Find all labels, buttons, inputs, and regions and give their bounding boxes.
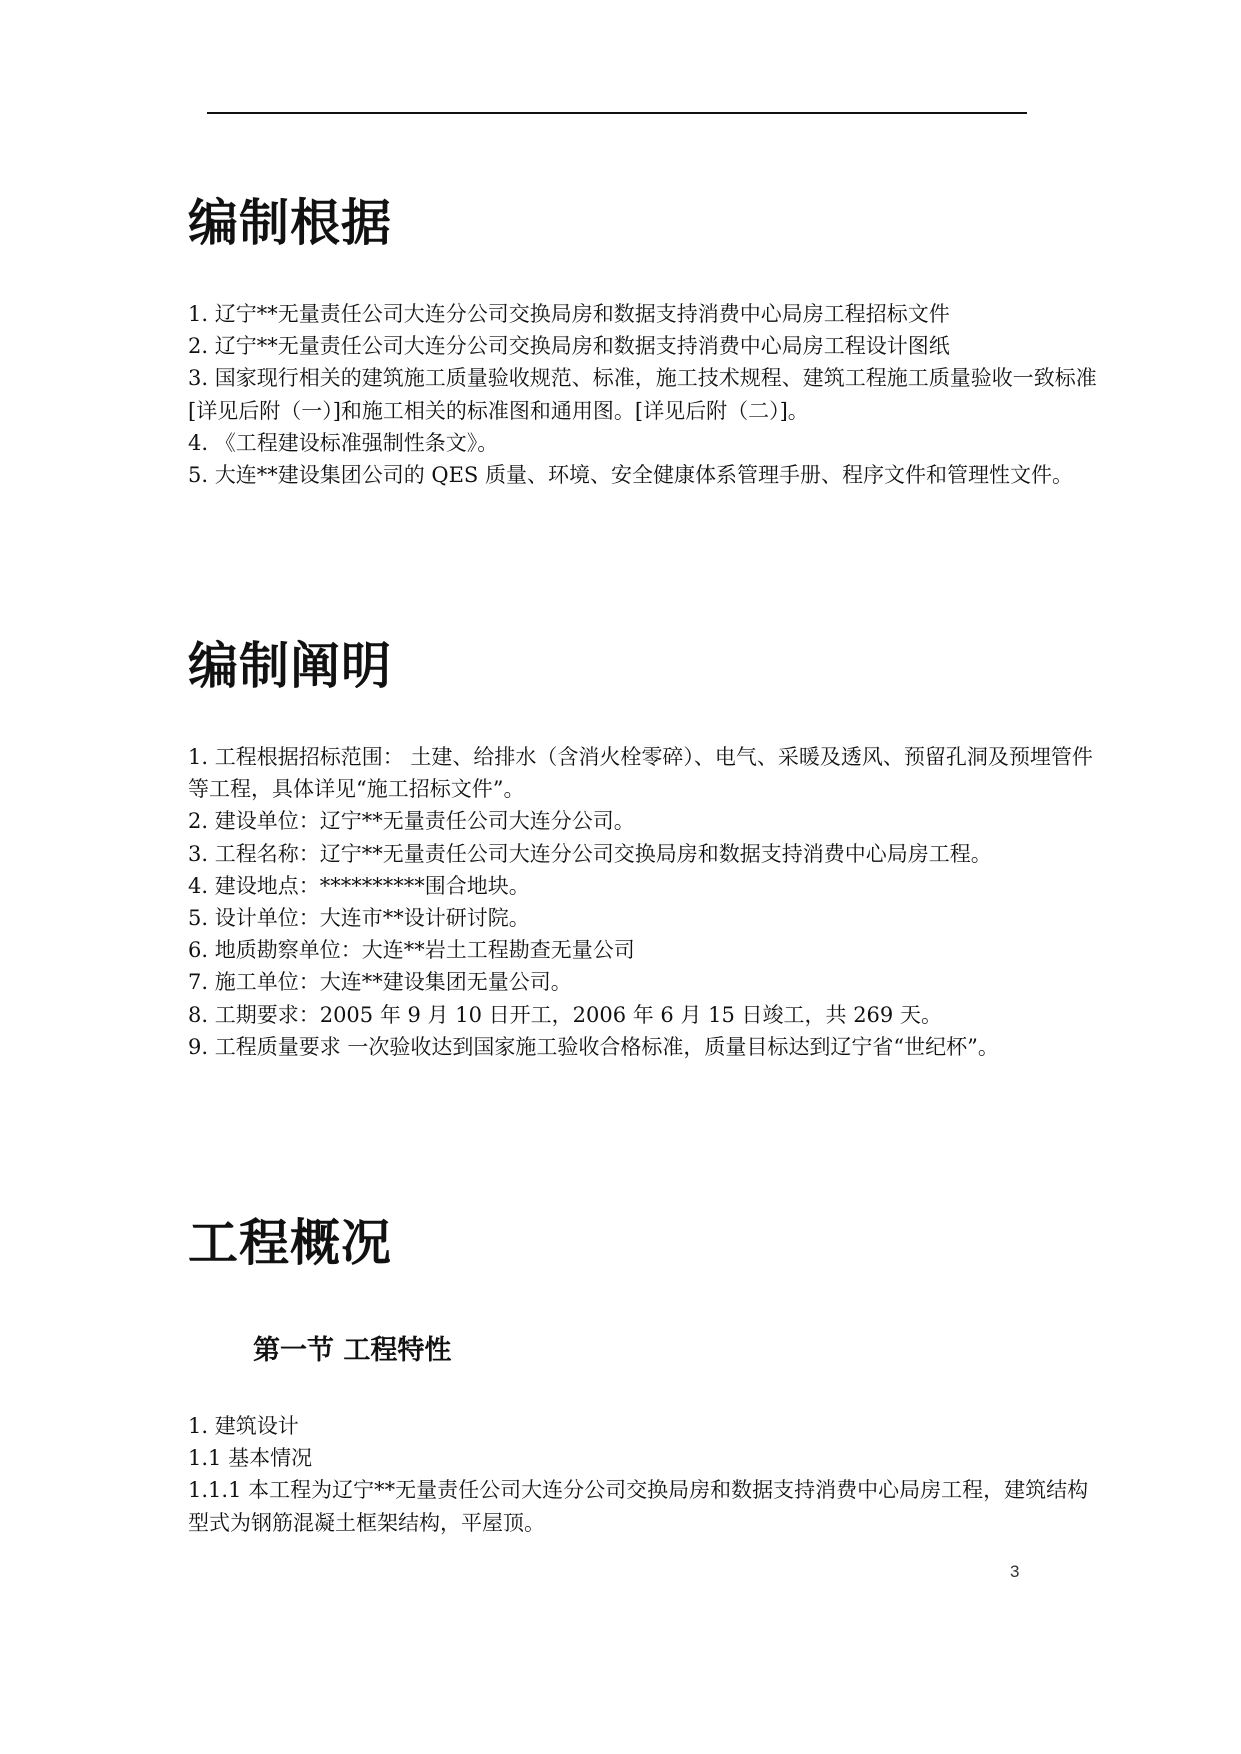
explanation-item: 7. 施工单位：大连**建设集团无量公司。 (188, 970, 572, 995)
overview-item: 1.1 基本情况 (188, 1446, 313, 1471)
section-title-overview: 工程概况 (188, 1214, 392, 1272)
basis-item: 1. 辽宁**无量责任公司大连分公司交换局房和数据支持消费中心局房工程招标文件 (188, 302, 950, 326)
subsection-title: 第一节 工程特性 (253, 1335, 452, 1366)
overview-item: 1. 建筑设计 (188, 1414, 299, 1438)
basis-list (188, 298, 1098, 491)
explanation-item: 4. 建设地点：**********围合地块。 (188, 873, 530, 898)
section-title-explanation: 编制阐明 (188, 637, 392, 695)
explanation-item: 2. 建设单位：辽宁**无量责任公司大连分公司。 (188, 809, 635, 834)
explanation-item: 1. 工程根据招标范围： 土建、给排水（含消火栓零碎）、电气、采暖及透风、预留孔洞及预埋管件等工程，具体详见“施工招标文件”。 (188, 745, 1093, 802)
basis-item: 4. 《工程建设标准强制性条文》。 (188, 430, 499, 455)
explanation-item: 3. 工程名称：辽宁**无量责任公司大连分公司交换局房和数据支持消费中心局房工程。 (188, 841, 992, 866)
basis-item: 2. 辽宁**无量责任公司大连分公司交换局房和数据支持消费中心局房工程设计图纸 (188, 334, 950, 359)
section-title-basis: 编制根据 (188, 194, 392, 252)
basis-item: 3. 国家现行相关的建筑施工质量验收规范、标准，施工技术规程、建筑工程施工质量验收一致标准 [详见后附（一）]和施工相关的标准图和通用图。[详见后附（二）]。 (188, 366, 1097, 423)
overview-item: 1.1.1 本工程为辽宁**无量责任公司大连分公司交换局房和数据支持消费中心局房工程，建筑结构型式为钢筋混凝土框架结构，平屋顶。 (188, 1478, 1089, 1535)
explanation-list (188, 741, 1098, 1063)
overview-list (188, 1410, 1098, 1539)
page-number: 3 (1010, 1562, 1020, 1581)
explanation-item: 5. 设计单位：大连市**设计研讨院。 (188, 906, 530, 931)
explanation-item: 9. 工程质量要求 一次验收达到国家施工验收合格标准，质量目标达到辽宁省“世纪杯”。 (188, 1034, 999, 1059)
explanation-item: 8. 工期要求：2005 年 9 月 10 日开工，2006 年 6 月 15 日竣工，共 269 天。 (188, 1002, 942, 1027)
basis-item: 5. 大连**建设集团公司的 QES 质量、环境、安全健康体系管理手册、程序文件和管理性文件。 (188, 463, 1073, 488)
header-rule (207, 112, 1027, 114)
explanation-item: 6. 地质勘察单位：大连**岩土工程勘查无量公司 (188, 938, 635, 963)
